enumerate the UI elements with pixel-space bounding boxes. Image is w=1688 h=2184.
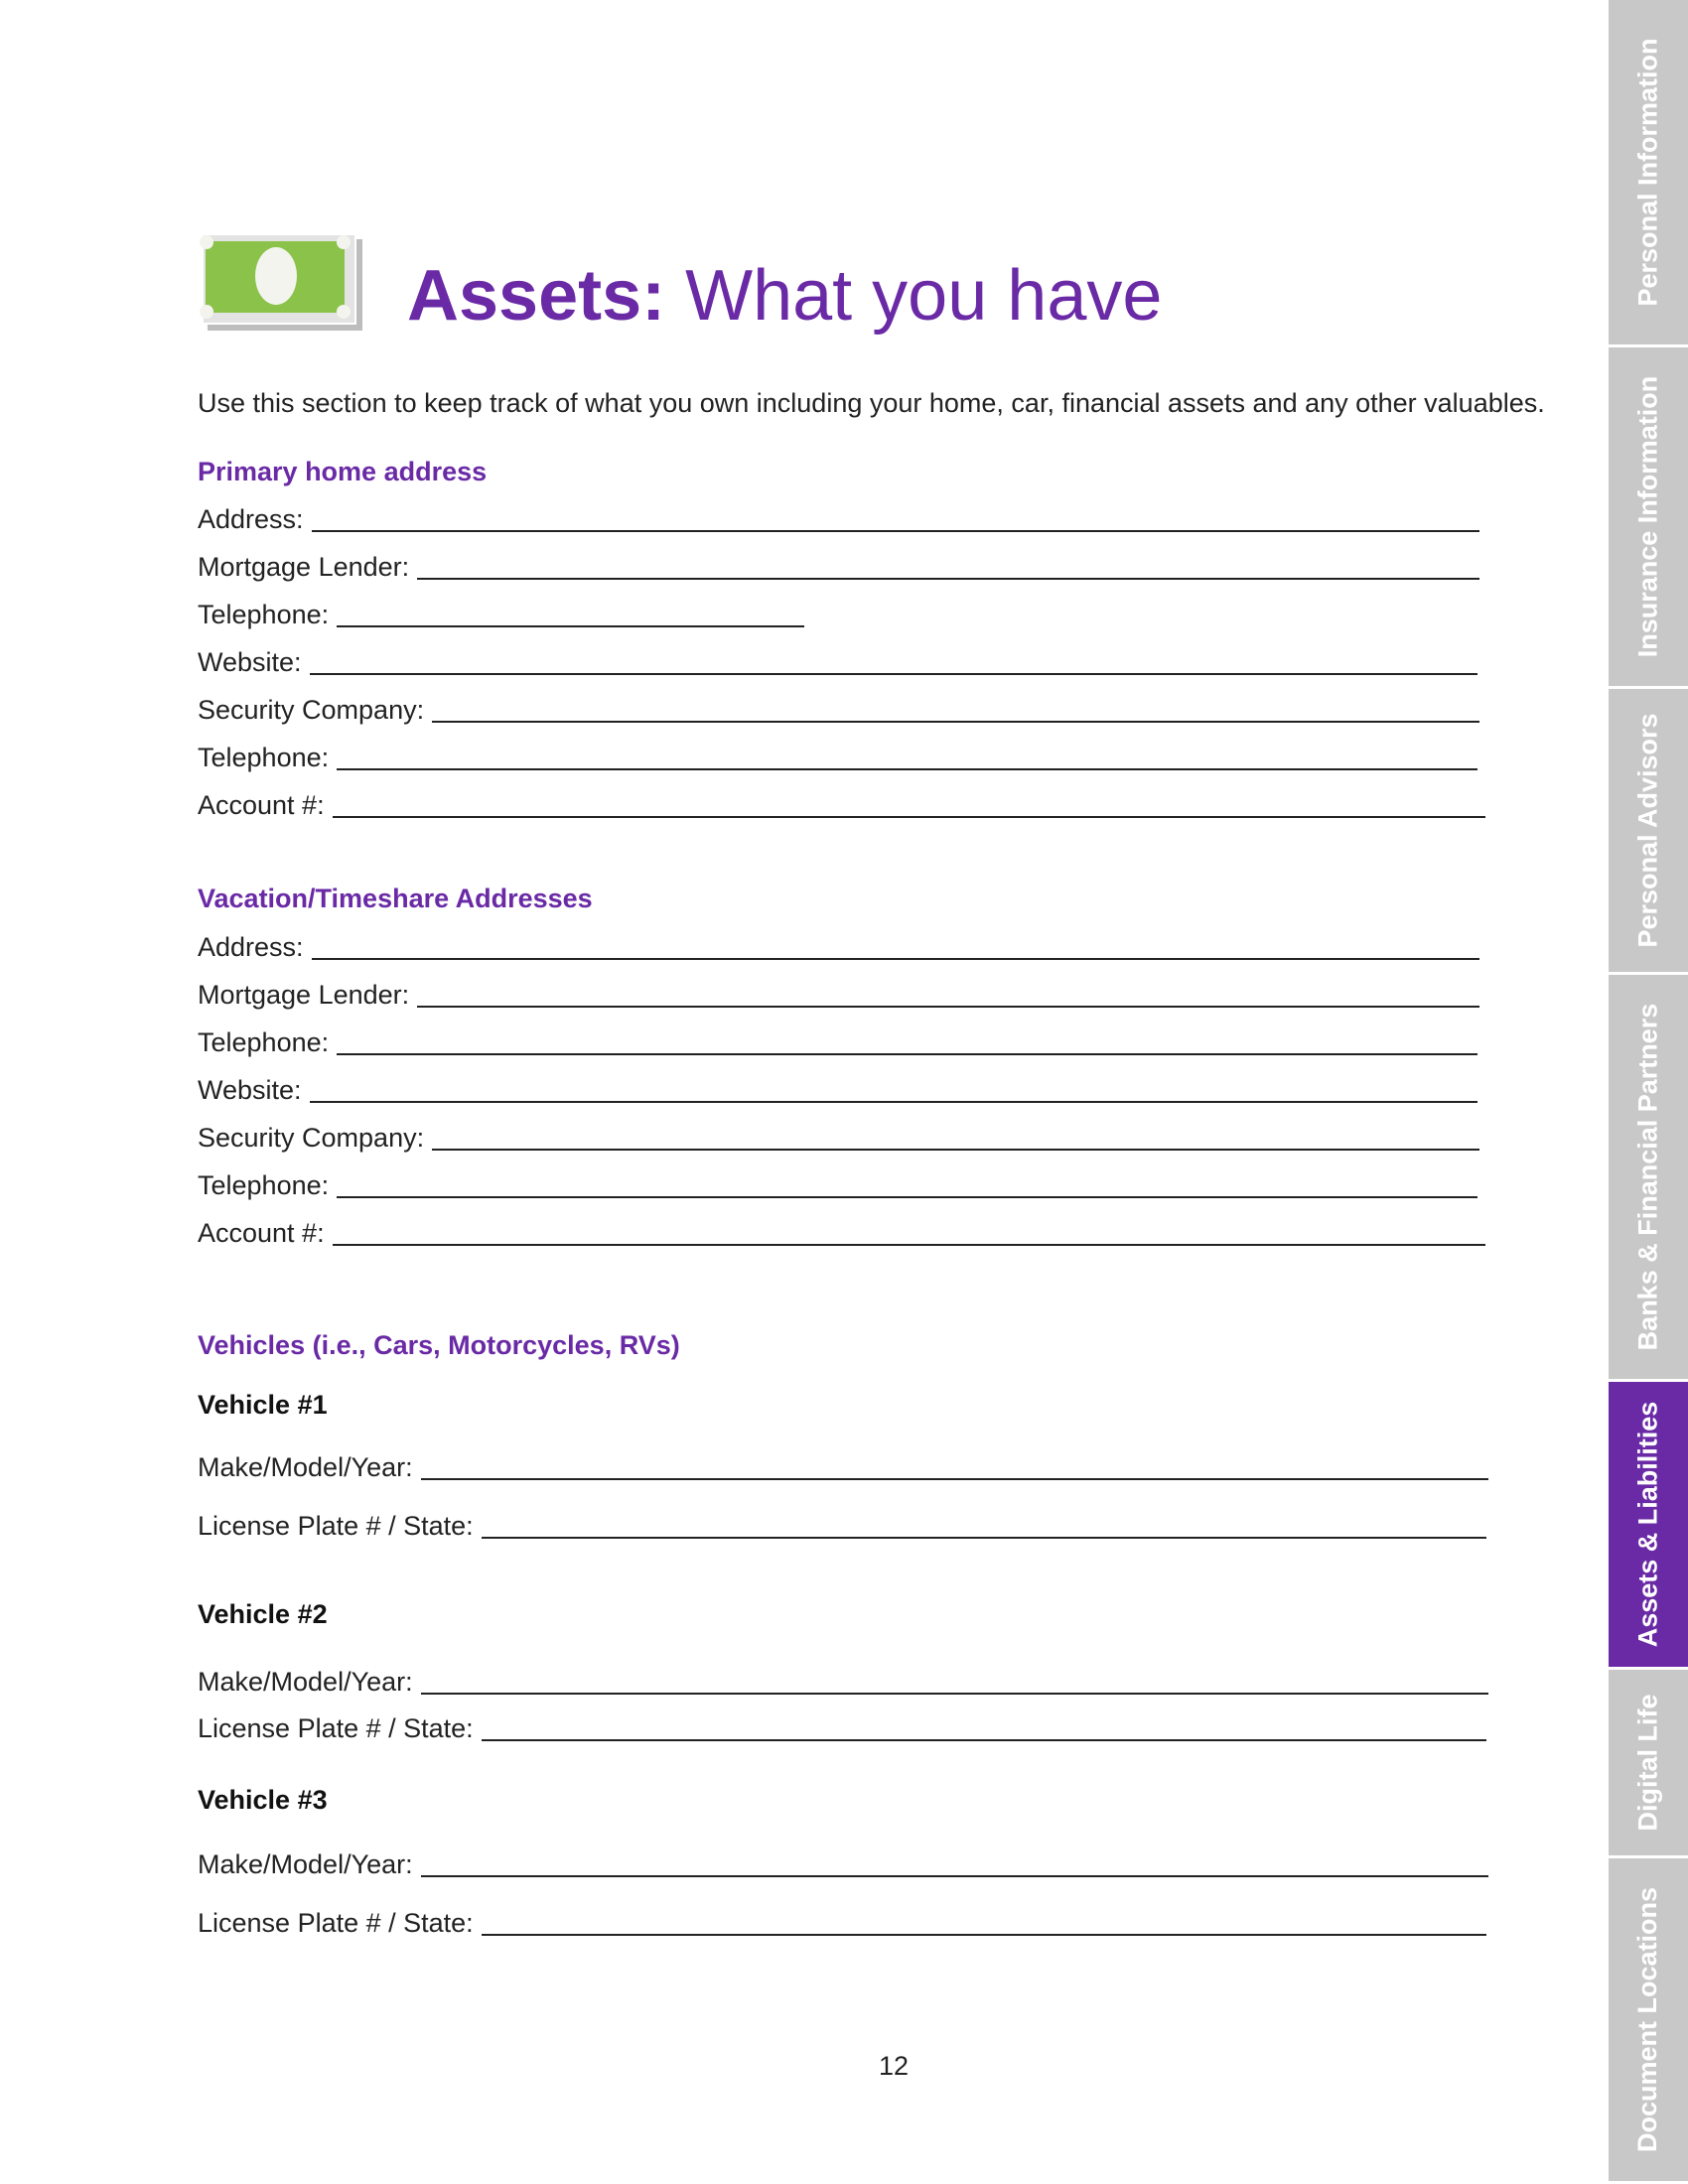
primary-telephone-field[interactable]: Telephone: <box>198 592 804 631</box>
vehicle-2-license-plate-field[interactable]: License Plate # / State: <box>198 1706 1486 1745</box>
page-number: 12 <box>878 2051 910 2081</box>
vehicle-1-make-model-year-field[interactable]: Make/Model/Year: <box>198 1444 1488 1484</box>
tab-document-locations[interactable]: Document Locations <box>1609 1858 1688 2184</box>
page-title <box>407 256 1163 336</box>
vehicles-heading: Vehicles (i.e., Cars, Motorcycles, RVs) <box>198 1330 680 1360</box>
vacation-mortgage-lender-field[interactable]: Mortgage Lender: <box>198 972 1479 1012</box>
vacation-security-telephone-field[interactable]: Telephone: <box>198 1162 1477 1202</box>
page-title-bold: Assets: <box>407 256 666 336</box>
primary-security-company-field[interactable]: Security Company: <box>198 687 1479 727</box>
tab-personal-information[interactable]: Personal Information <box>1609 0 1688 347</box>
tab-personal-advisors[interactable]: Personal Advisors <box>1609 689 1688 975</box>
vehicle-1-license-plate-field[interactable]: License Plate # / State: <box>198 1503 1486 1543</box>
vehicle-2-heading: Vehicle #2 <box>198 1599 328 1629</box>
primary-account-field[interactable]: Account #: <box>198 782 1485 822</box>
vehicle-2-make-model-year-field[interactable]: Make/Model/Year: <box>198 1659 1488 1699</box>
vacation-telephone-field[interactable]: Telephone: <box>198 1020 1477 1059</box>
vehicle-1-heading: Vehicle #1 <box>198 1390 328 1420</box>
vacation-heading: Vacation/Timeshare Addresses <box>198 884 593 913</box>
vacation-account-field[interactable]: Account #: <box>198 1210 1485 1250</box>
tab-banks-financial-partners[interactable]: Banks & Financial Partners <box>1609 975 1688 1382</box>
vacation-security-company-field[interactable]: Security Company: <box>198 1115 1479 1155</box>
money-bill-icon <box>198 229 368 335</box>
primary-security-telephone-field[interactable]: Telephone: <box>198 735 1477 774</box>
primary-home-heading: Primary home address <box>198 457 488 486</box>
tab-insurance-information[interactable]: Insurance Information <box>1609 347 1688 689</box>
vehicle-3-heading: Vehicle #3 <box>198 1785 328 1815</box>
vehicle-3-license-plate-field[interactable]: License Plate # / State: <box>198 1900 1486 1940</box>
vacation-address-field[interactable]: Address: <box>198 924 1479 964</box>
tab-digital-life[interactable]: Digital Life <box>1609 1670 1688 1858</box>
primary-website-field[interactable]: Website: <box>198 639 1477 679</box>
page-title-rest: What you have <box>665 256 1163 336</box>
primary-mortgage-lender-field[interactable]: Mortgage Lender: <box>198 544 1479 584</box>
intro-text: Use this section to keep track of what you own including your home, car, financial assets and any other valuables. <box>198 388 1545 418</box>
tab-assets-liabilities[interactable]: Assets & Liabilities <box>1609 1382 1688 1670</box>
vacation-website-field[interactable]: Website: <box>198 1067 1477 1107</box>
primary-address-field[interactable]: Address: <box>198 496 1479 536</box>
vehicle-3-make-model-year-field[interactable]: Make/Model/Year: <box>198 1842 1488 1881</box>
